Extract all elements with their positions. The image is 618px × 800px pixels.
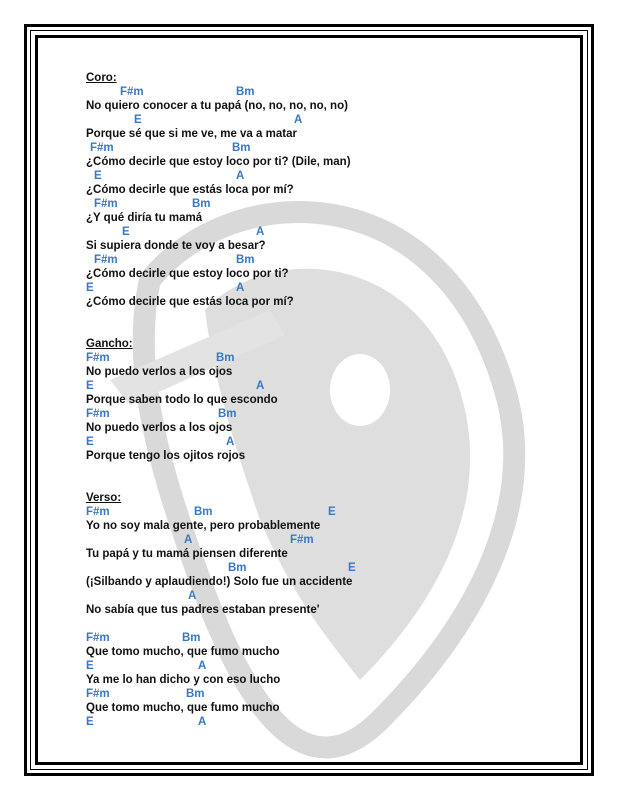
chord-symbol: E <box>348 562 356 574</box>
chord-symbol: F#m <box>120 86 144 98</box>
chord-line <box>86 85 566 99</box>
section-heading: Verso: <box>86 492 122 504</box>
lyric-line: No puedo verlos a los ojos <box>86 366 233 378</box>
section-heading: Coro: <box>86 72 117 84</box>
chord-line <box>86 687 566 701</box>
chord-symbol: F#m <box>86 352 110 364</box>
lyric-line: Que tomo mucho, que fumo mucho <box>86 646 280 658</box>
chord-symbol: F#m <box>86 506 110 518</box>
chord-symbol: Bm <box>186 688 205 700</box>
chord-line <box>86 169 566 183</box>
chord-symbol: E <box>328 506 336 518</box>
chord-symbol: Bm <box>218 408 237 420</box>
chord-symbol: E <box>122 226 130 238</box>
chord-line <box>86 407 566 421</box>
chord-symbol: A <box>256 380 265 392</box>
section-spacer <box>86 323 566 337</box>
chord-symbol: E <box>86 282 94 294</box>
chord-symbol: A <box>236 282 245 294</box>
chord-symbol: E <box>134 114 142 126</box>
lyric-line: Porque sé que si me ve, me va a matar <box>86 128 297 140</box>
chord-line <box>86 715 566 729</box>
lyric-line: No quiero conocer a tu papá (no, no, no, no, no) <box>86 100 348 112</box>
chord-symbol: E <box>94 170 102 182</box>
chord-symbol: E <box>86 660 94 672</box>
chord-line <box>86 281 566 295</box>
lyric-line: ¿Y qué diría tu mamá <box>86 212 203 224</box>
chord-line <box>86 225 566 239</box>
chord-symbol: Bm <box>192 198 211 210</box>
chord-symbol: Bm <box>236 86 255 98</box>
chord-symbol: A <box>198 660 207 672</box>
chord-symbol: F#m <box>86 688 110 700</box>
chord-symbol: A <box>198 716 207 728</box>
chord-line <box>86 379 566 393</box>
chord-symbol: F#m <box>86 632 110 644</box>
chord-symbol: A <box>294 114 303 126</box>
chord-symbol: Bm <box>232 142 251 154</box>
section-spacer <box>86 463 566 477</box>
lyric-line: ¿Cómo decirle que estás loca por mí? <box>86 296 294 308</box>
chord-line <box>86 141 566 155</box>
lyric-line: ¿Cómo decirle que estás loca por mí? <box>86 184 294 196</box>
lyric-line: Tu papá y tu mamá piensen diferente <box>86 548 288 560</box>
chord-line <box>86 659 566 673</box>
chord-line <box>86 435 566 449</box>
chord-symbol: E <box>86 716 94 728</box>
lyric-line: ¿Cómo decirle que estoy loco por ti? (Dile, man) <box>86 156 351 168</box>
lyric-line: Si supiera donde te voy a besar? <box>86 240 266 252</box>
chord-symbol: A <box>184 534 193 546</box>
lyric-line: No sabía que tus padres estaban presente' <box>86 604 320 616</box>
chord-line <box>86 533 566 547</box>
section-spacer <box>86 309 566 323</box>
lyric-line: Ya me lo han dicho y con eso lucho <box>86 674 281 686</box>
chord-symbol: Bm <box>216 352 235 364</box>
chord-symbol: F#m <box>94 198 118 210</box>
chord-symbol: A <box>226 436 235 448</box>
chord-symbol: E <box>86 380 94 392</box>
chord-line <box>86 351 566 365</box>
chord-symbol: A <box>256 226 265 238</box>
chord-symbol: Bm <box>182 632 201 644</box>
lyric-line: Porque tengo los ojitos rojos <box>86 450 246 462</box>
lyric-line: No puedo verlos a los ojos <box>86 422 233 434</box>
lyric-line: Porque saben todo lo que escondo <box>86 394 278 406</box>
blank-line <box>86 617 566 631</box>
chord-line <box>86 253 566 267</box>
chord-line <box>86 505 566 519</box>
section-spacer <box>86 477 566 491</box>
chord-symbol: Bm <box>236 254 255 266</box>
chord-line <box>86 631 566 645</box>
chord-symbol: F#m <box>290 534 314 546</box>
lyric-line: Que tomo mucho, que fumo mucho <box>86 702 280 714</box>
song-sheet <box>86 71 566 729</box>
chord-symbol: F#m <box>90 142 114 154</box>
section-heading: Gancho: <box>86 338 133 350</box>
chord-symbol: F#m <box>86 408 110 420</box>
chord-line <box>86 197 566 211</box>
chord-line <box>86 589 566 603</box>
lyric-line: Yo no soy mala gente, pero probablemente <box>86 520 321 532</box>
lyric-line: ¿Cómo decirle que estoy loco por ti? <box>86 268 289 280</box>
chord-symbol: Bm <box>194 506 213 518</box>
chord-line <box>86 113 566 127</box>
chord-symbol: A <box>188 590 197 602</box>
chord-symbol: E <box>86 436 94 448</box>
chord-symbol: Bm <box>228 562 247 574</box>
lyric-line: (¡Silbando y aplaudiendo!) Solo fue un accidente <box>86 576 353 588</box>
chord-symbol: F#m <box>94 254 118 266</box>
chord-line <box>86 561 566 575</box>
chord-symbol: A <box>236 170 245 182</box>
